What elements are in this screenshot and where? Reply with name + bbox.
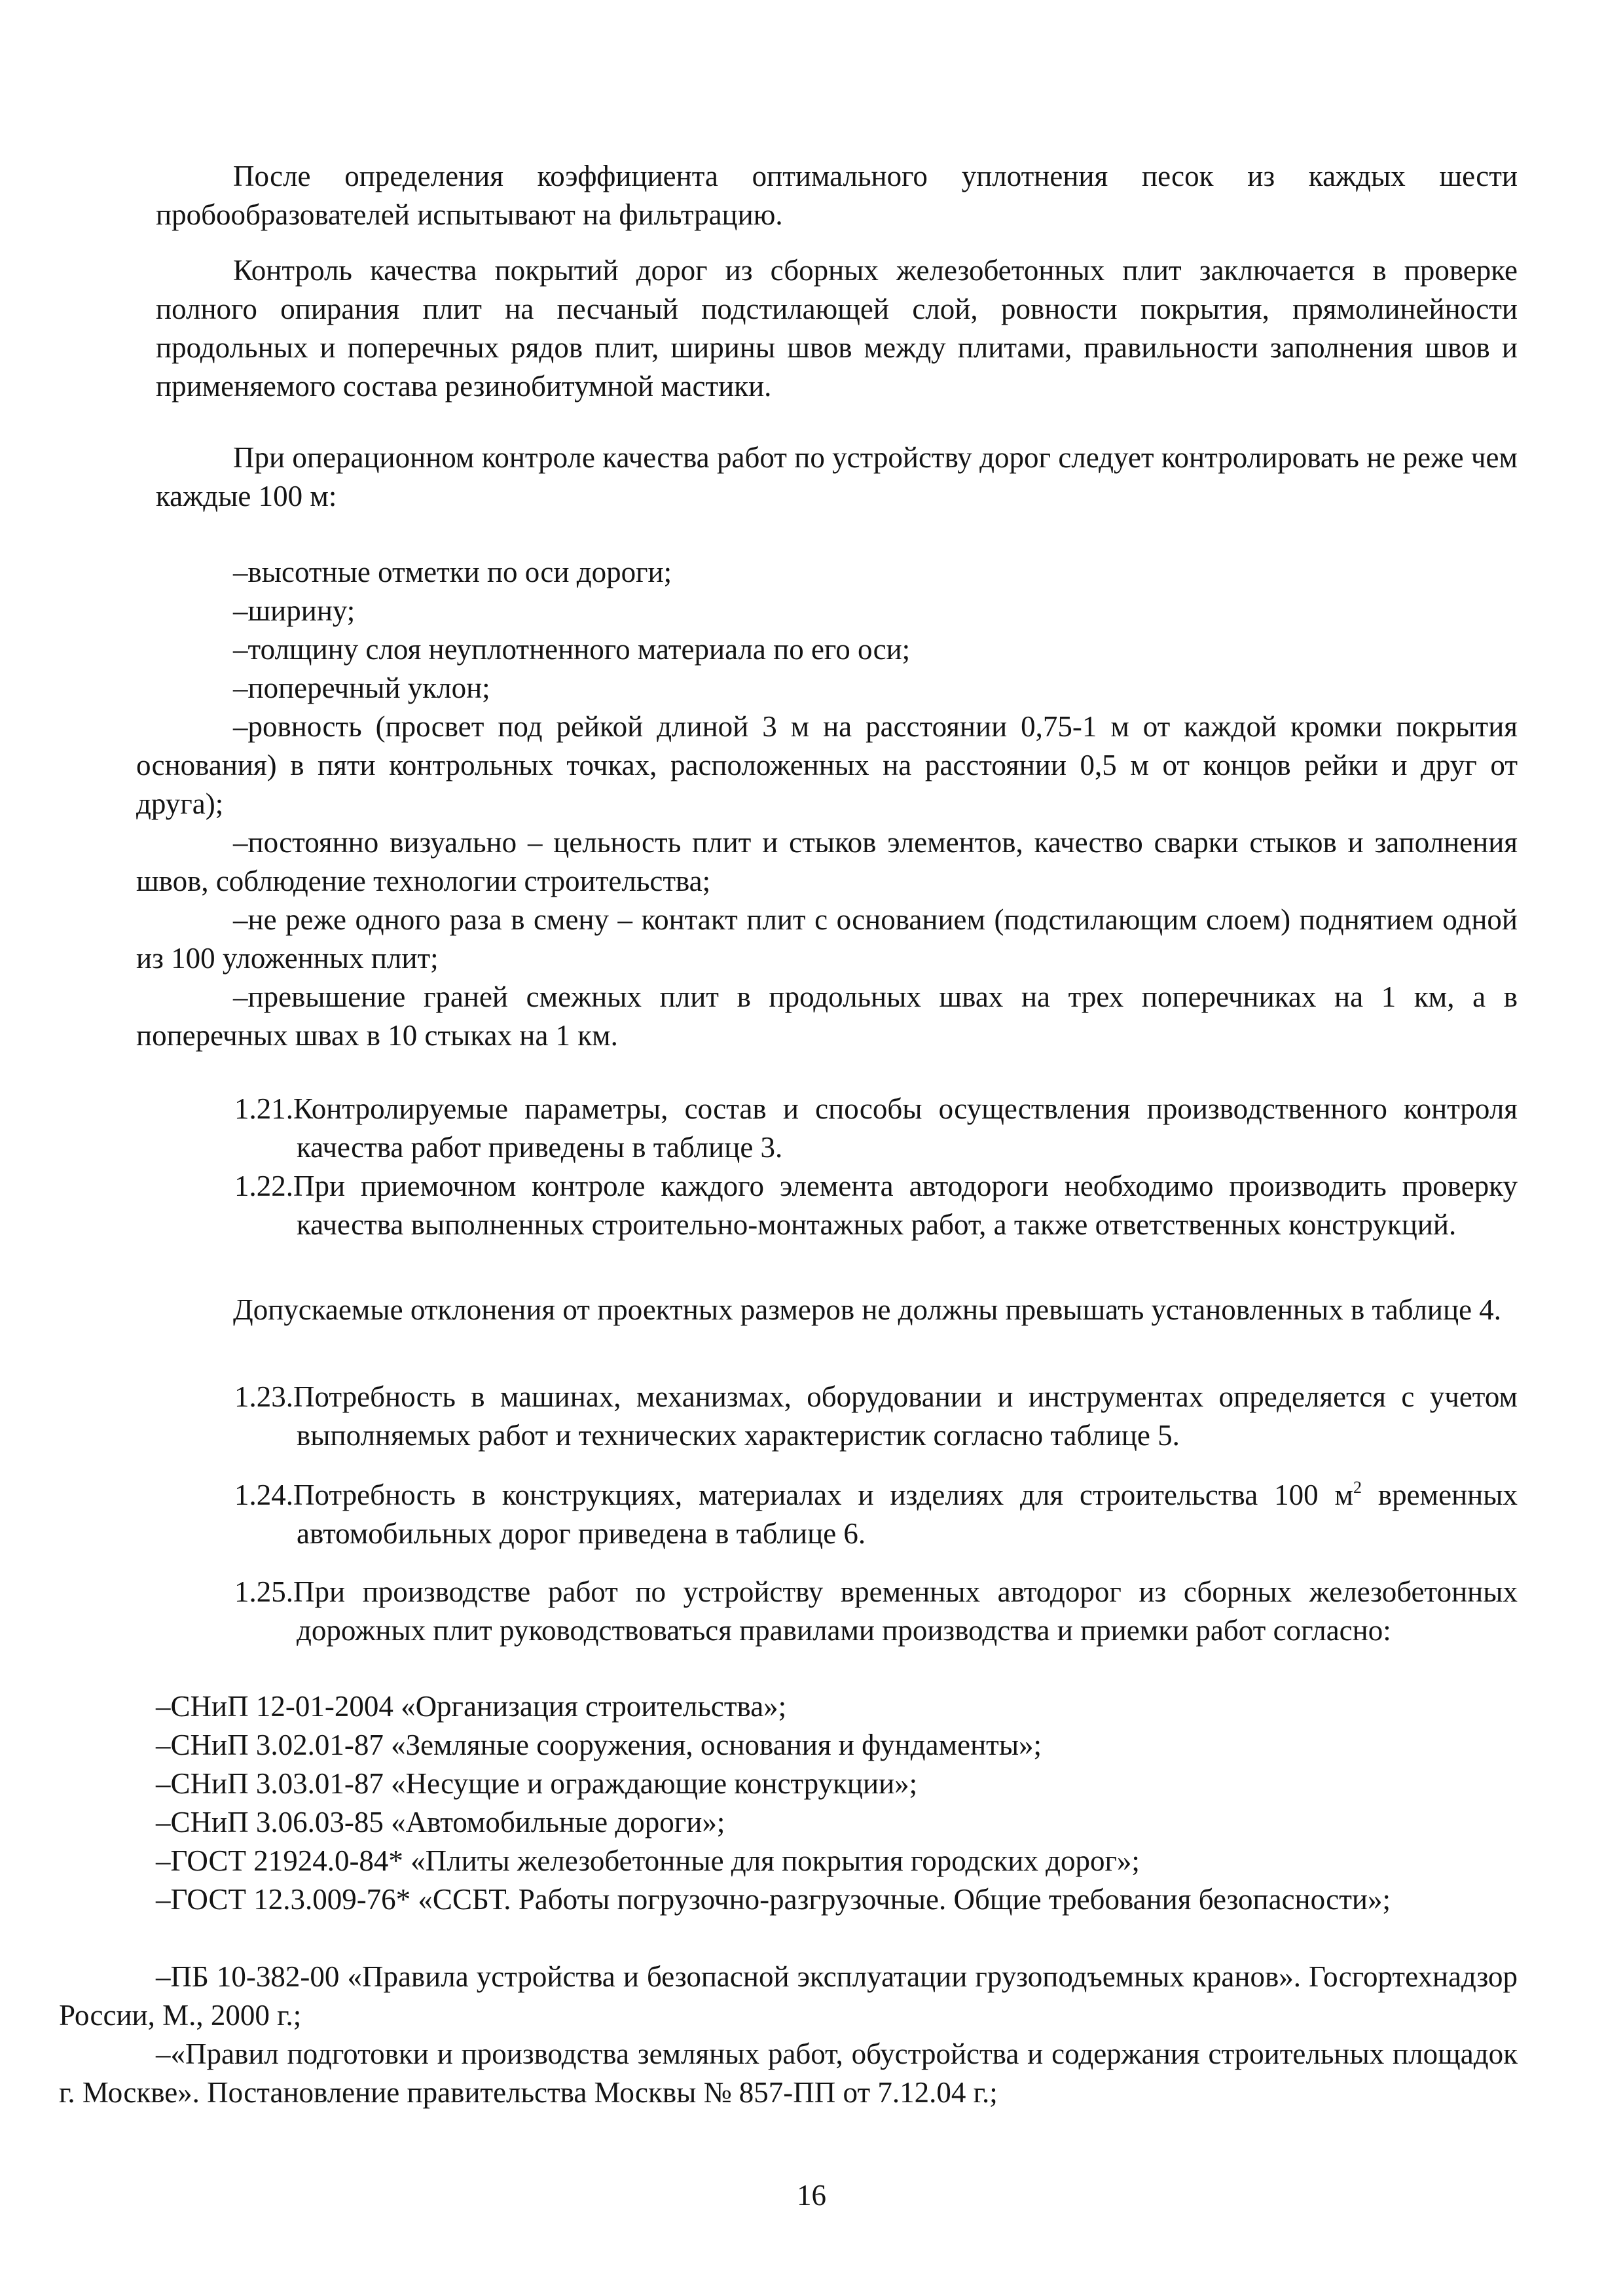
numbered-item-1-21: 1.21.Контролируемые параметры, состав и способы осуществления производственного контроля качества работ приведены в таблице 3. [234,1092,1518,1164]
paragraph-quality-control: Контроль качества покрытий дорог из сборных железобетонных плит заключается в проверке полного опирания плит на песчаный подстилающей слой, ровности покрытия, прямолинейности продольных и поперечных рядов плит, ширины швов между плитами, правильности заполнения швов и применяемого состава резинобитумной мастики. [156,254,1518,403]
paragraph-deviations: Допускаемые отклонения от проектных размеров не должны превышать установленных в таблице 4. [233,1293,1502,1326]
numbered-item-1-23: 1.23.Потребность в машинах, механизмах, оборудовании и инструментах определяется с учетом выполняемых работ и технических характеристик согласно таблице 5. [234,1380,1518,1452]
control-list-item: –толщину слоя неуплотненного материала по его оси; [233,633,911,666]
reference-item: –ПБ 10-382-00 «Правила устройства и безопасной эксплуатации грузоподъемных кранов». Госгортехнадзор России, М., 2000 г.; [59,1960,1518,2032]
page-number: 16 [797,2179,826,2212]
numbered-item-1-22: 1.22.При приемочном контроле каждого элемента автодороги необходимо производить проверку качества выполненных строительно-монтажных работ, а также ответственных конструкций. [234,1170,1518,1241]
superscript-square: 2 [1353,1478,1362,1497]
numbered-item-1-24-rest: временных автомобильных дорог приведена в таблице 6. [297,1479,1518,1550]
reference-item: –«Правил подготовки и производства земляных работ, обустройства и содержания строительных площадок г. Москве». Постановление правительства Москвы № 857-ПП от 7.12.04 г.; [59,2037,1518,2109]
control-list-item: –превышение граней смежных плит в продольных швах на трех поперечниках на 1 км, а в поперечных швах в 10 стыках на 1 км. [136,980,1518,1052]
reference-item: –СНиП 3.06.03-85 «Автомобильные дороги»; [156,1806,725,1839]
control-list-item: –поперечный уклон; [233,672,490,704]
paragraph-sand-filtration: После определения коэффициента оптимального уплотнения песок из каждых шести пробообразователей испытывают на фильтрацию. [156,160,1518,231]
reference-item: –СНиП 3.02.01-87 «Земляные сооружения, основания и фундаменты»; [156,1729,1042,1761]
control-list-item: –не реже одного раза в смену – контакт плит с основанием (подстилающим слоем) поднятием одной из 100 уложенных плит; [136,903,1518,975]
numbered-item-1-24 [234,1476,1518,1553]
reference-item: –ГОСТ 12.3.009-76* «ССБТ. Работы погрузочно-разгрузочные. Общие требования безопасности»; [156,1883,1391,1916]
control-list-item: –высотные отметки по оси дороги; [233,556,672,588]
reference-item: –СНиП 3.03.01-87 «Несущие и ограждающие конструкции»; [156,1767,918,1800]
numbered-item-1-24-text: 1.24.Потребность в конструкциях, материалах и изделиях для строительства 100 м [234,1479,1353,1511]
control-list-item: –ширину; [233,594,356,627]
control-list-item: –постоянно визуально – цельность плит и стыков элементов, качество сварки стыков и заполнения швов, соблюдение технологии строительства; [136,826,1518,897]
numbered-item-1-25: 1.25.При производстве работ по устройству временных автодорог из сборных железобетонных дорожных плит руководствоваться правилами производства и приемки работ согласно: [234,1575,1518,1647]
reference-item: –СНиП 12-01-2004 «Организация строительства»; [156,1690,787,1723]
paragraph-operational-control: При операционном контроле качества работ по устройству дорог следует контролировать не реже чем каждые 100 м: [156,441,1518,512]
control-list-item: –ровность (просвет под рейкой длиной 3 м на расстоянии 0,75-1 м от каждой кромки покрытия основания) в пяти контрольных точках, расположенных на расстоянии 0,5 м от концов рейки и друг от друга); [136,710,1518,820]
reference-item: –ГОСТ 21924.0-84* «Плиты железобетонные для покрытия городских дорог»; [156,1844,1140,1877]
